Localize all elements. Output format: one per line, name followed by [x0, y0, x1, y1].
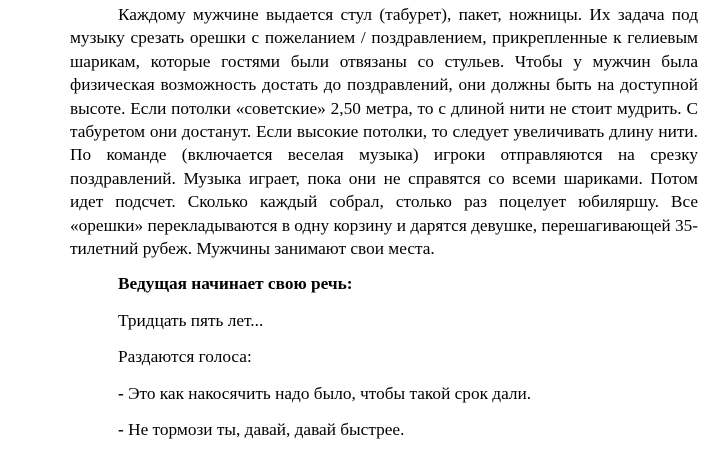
dialogue-line-2: [70, 418, 698, 441]
dialogue-text-1: Это как накосячить надо было, чтобы такой срок дали.: [123, 383, 532, 403]
dialogue-line-1: [70, 382, 698, 405]
section-heading: Ведущая начинает свою речь:: [118, 274, 353, 294]
dash-marker: -: [118, 383, 124, 403]
speech-line-2: Раздаются голоса:: [118, 347, 252, 367]
dialogue-text-2: Не тормози ты, давай, давай быстрее.: [123, 420, 405, 440]
dash-marker: -: [118, 420, 124, 440]
document-page: [70, 3, 698, 442]
speech-line-1: Тридцать пять лет...: [118, 310, 264, 330]
body-paragraph: Каждому мужчине выдается стул (табурет), пакет, ножницы. Их задача под музыку срезать орешки с пожеланием / поздравлением, прикрепленные к гелиевым шарикам, которые гостями были отвязаны со стульев. Чтобы у мужчин была физическая возможность достать до поздравлений, они должны быть на доступной высоте. Если потолки «советские» 2,50 метра, то с длиной нити не стоит мудрить. С табуретом они достанут. Если высокие потолки, то следует увеличивать длину нити. По команде (включается веселая музыка) игроки отправляются на срезку поздравлений. Музыка играет, пока они не справятся со всеми шариками. Потом идет подсчет. Сколько каждый собрал, столько раз поцелует юбиляршу. Все «орешки» перекладываются в одну корзину и дарятся девушке, перешагивающей 35-тилетний рубеж. Мужчины занимают свои места.: [70, 5, 698, 259]
